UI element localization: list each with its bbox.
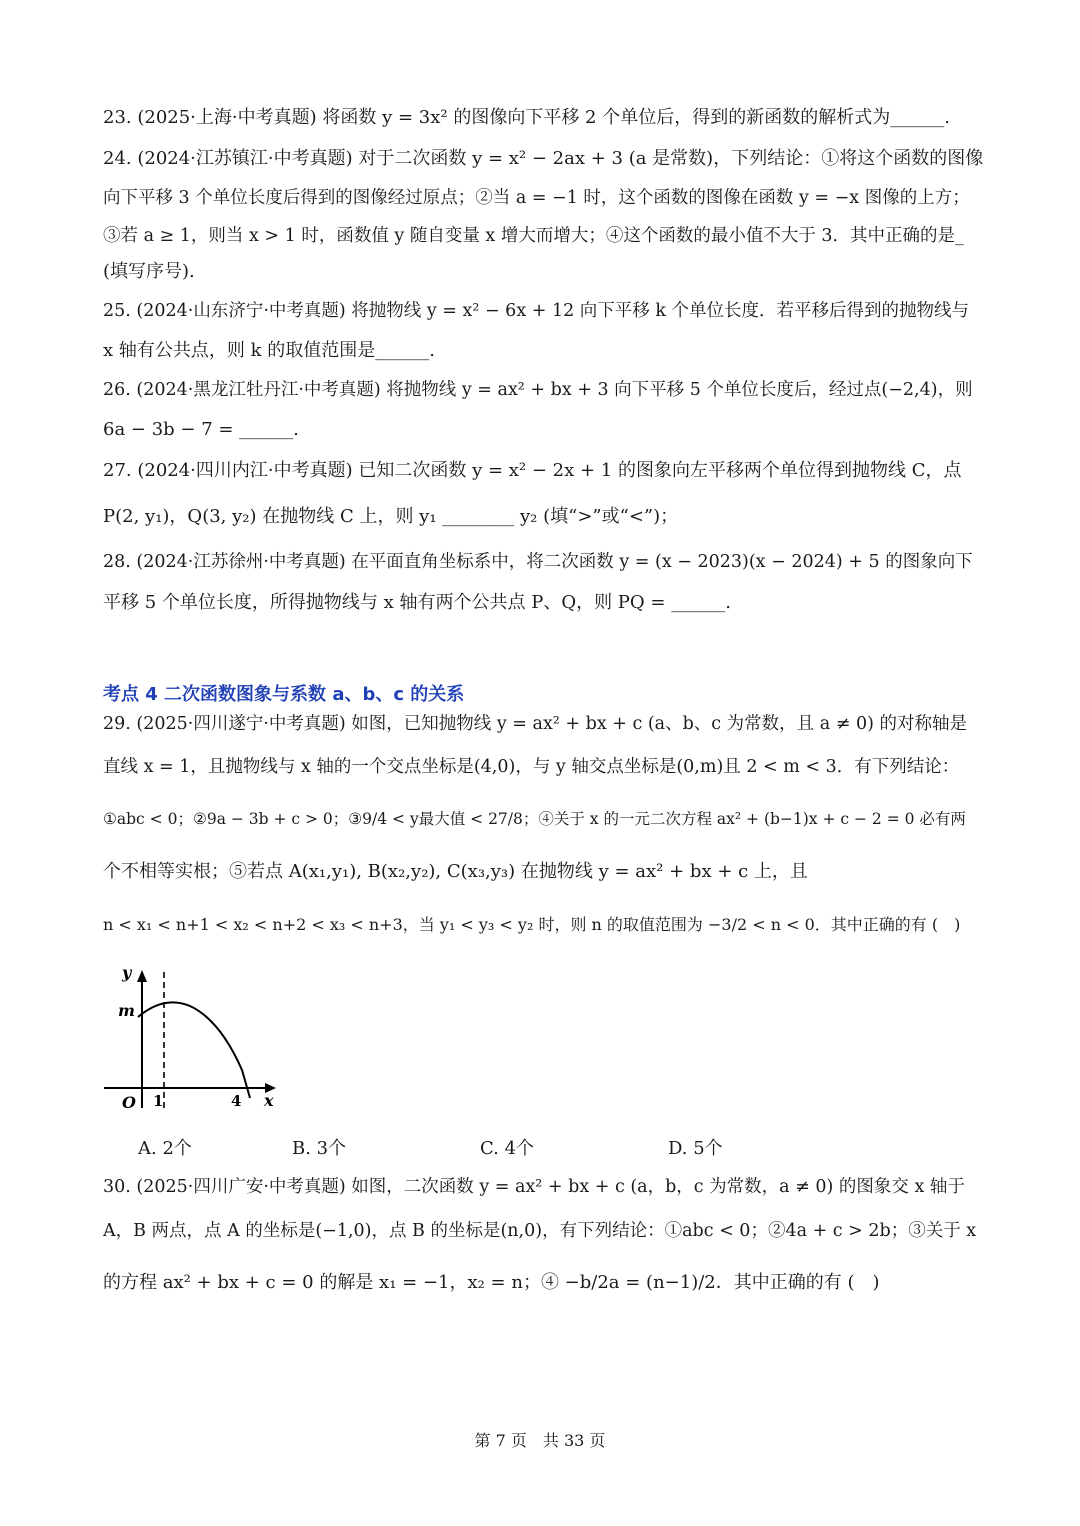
question-30-line-2: A，B 两点，点 A 的坐标是(−1,0)，点 B 的坐标是(n,0)，有下列结论：①abc < 0；②4a + c > 2b；③关于 x — [103, 1221, 977, 1241]
page-footer: 第 7 页 共 33 页 — [474, 1431, 606, 1450]
question-27-line-1: 27. (2024·四川内江·中考真题) 已知二次函数 y = x² − 2x + 1 的图象向左平移两个单位得到抛物线 C，点 — [103, 460, 962, 481]
question-23-line-1: 23. (2025·上海·中考真题) 将函数 y = 3x² 的图像向下平移 2 个单位后，得到的新函数的解析式为______. — [103, 107, 950, 128]
question-24-line-4: (填写序号). — [103, 261, 195, 282]
question-24-line-3: ③若 a ≥ 1，则当 x > 1 时，函数值 y 随自变量 x 增大而增大；④这个函数的最小值不大于 3．其中正确的是_ — [103, 226, 964, 246]
question-25-line-2: x 轴有公共点，则 k 的取值范围是______. — [103, 340, 435, 361]
question-29-line-5: n < x₁ < n+1 < x₂ < n+2 < x₃ < n+3，当 y₁ < y₃ < y₂ 时，则 n 的取值范围为 −3/2 < n < 0．其中正确的有 ( ) — [103, 915, 961, 934]
y-axis-arrow — [137, 970, 147, 982]
choice-a[interactable]: A. 2个 — [138, 1138, 192, 1159]
section-title: 考点 4 二次函数图象与系数 a、b、c 的关系 — [103, 684, 465, 705]
question-27-line-2: P(2, y₁)，Q(3, y₂) 在抛物线 C 上，则 y₁ ________ y₂ (填“>”或“<”)； — [103, 506, 679, 527]
question-26-line-2: 6a − 3b − 7 = ______. — [103, 419, 299, 440]
origin-label: O — [122, 1093, 136, 1112]
question-26-line-1: 26. (2024·黑龙江牡丹江·中考真题) 将抛物线 y = ax² + bx + 3 向下平移 5 个单位长度后，经过点(−2,4)，则 — [103, 380, 973, 400]
question-29-line-4: 个不相等实根；⑤若点 A(x₁,y₁), B(x₂,y₂), C(x₃,y₃) 在抛物线 y = ax² + bx + c 上，且 — [103, 861, 808, 882]
choice-b[interactable]: B. 3个 — [292, 1138, 347, 1159]
question-29-line-2: 直线 x = 1，且抛物线与 x 轴的一个交点坐标是(4,0)，与 y 轴交点坐标是(0,m)且 2 < m < 3．有下列结论： — [103, 757, 960, 777]
choice-d[interactable]: D. 5个 — [668, 1138, 723, 1159]
question-24-line-1: 24. (2024·江苏镇江·中考真题) 对于二次函数 y = x² − 2ax + 3 (a 是常数)，下列结论：①将这个函数的图像 — [103, 148, 984, 169]
y-axis-label: y — [122, 963, 132, 982]
parabola-curve — [138, 1002, 250, 1098]
choice-c[interactable]: C. 4个 — [480, 1138, 535, 1159]
x-axis-label: x — [264, 1091, 274, 1110]
tick-1-label: 1 — [153, 1092, 164, 1110]
question-29-line-1: 29. (2025·四川遂宁·中考真题) 如图，已知抛物线 y = ax² + bx + c (a、b、c 为常数，且 a ≠ 0) 的对称轴是 — [103, 714, 967, 734]
question-28-line-2: 平移 5 个单位长度，所得抛物线与 x 轴有两个公共点 P、Q，则 PQ = ______. — [103, 592, 731, 613]
m-label: m — [118, 1001, 135, 1020]
question-24-line-2: 向下平移 3 个单位长度后得到的图像经过原点；②当 a = −1 时，这个函数的图像在函数 y = −x 图像的上方； — [103, 188, 970, 208]
question-29-choices — [0, 1134, 1080, 1164]
question-29-line-3: ①abc < 0；②9a − 3b + c > 0；③9/4 < y最大值 < 27/8；④关于 x 的一元二次方程 ax² + (b−1)x + c − 2 = 0 必有两 — [103, 810, 966, 828]
question-30-line-3: 的方程 ax² + bx + c = 0 的解是 x₁ = −1，x₂ = n；④ −b/2a = (n−1)/2．其中正确的有 ( ) — [103, 1272, 880, 1293]
question-25-line-1: 25. (2024·山东济宁·中考真题) 将抛物线 y = x² − 6x + 12 向下平移 k 个单位长度．若平移后得到的抛物线与 — [103, 301, 970, 321]
parabola-graph — [100, 962, 280, 1112]
question-28-line-1: 28. (2024·江苏徐州·中考真题) 在平面直角坐标系中，将二次函数 y = (x − 2023)(x − 2024) + 5 的图象向下 — [103, 552, 973, 572]
tick-4-label: 4 — [231, 1092, 242, 1110]
question-30-line-1: 30. (2025·四川广安·中考真题) 如图，二次函数 y = ax² + bx + c (a，b，c 为常数，a ≠ 0) 的图象交 x 轴于 — [103, 1177, 965, 1197]
